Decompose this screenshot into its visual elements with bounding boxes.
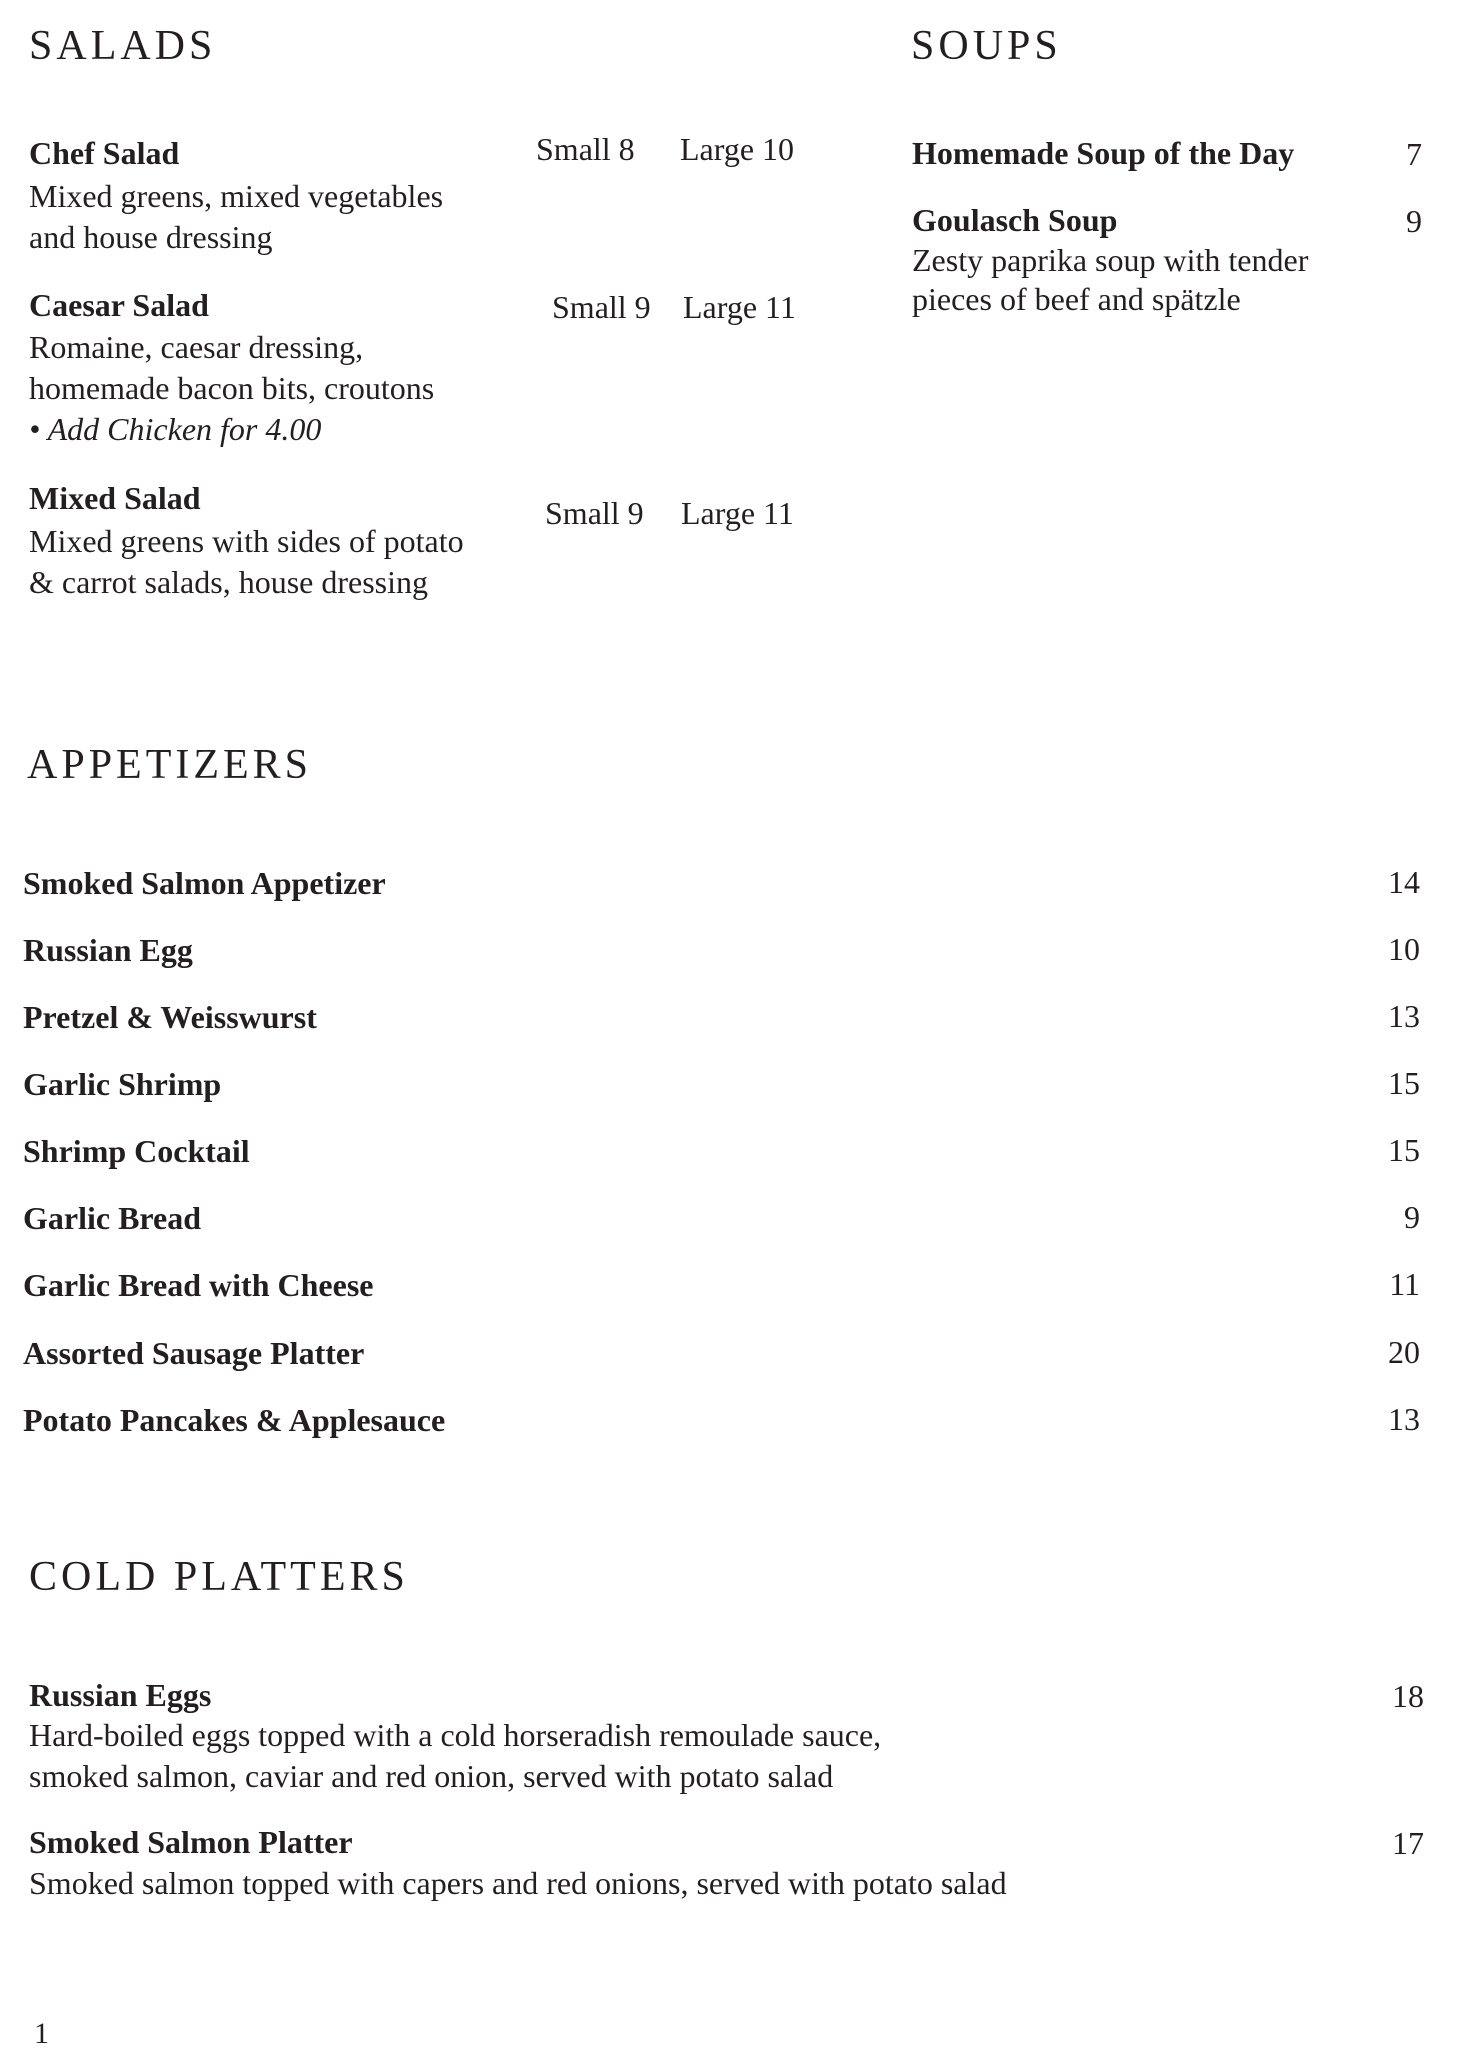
russian-eggs-price: 18 (1392, 1678, 1424, 1714)
appetizer-item-price: 15 (1388, 1132, 1420, 1168)
appetizer-item-name: Assorted Sausage Platter (23, 1335, 365, 1371)
goulasch-soup-name: Goulasch Soup (912, 202, 1118, 238)
mixed-salad-large-price: Large 11 (681, 495, 794, 531)
chef-salad-small-price: Small 8 (536, 131, 635, 167)
mixed-salad-small-price: Small 9 (545, 495, 644, 531)
salads-heading: SALADS (29, 23, 217, 69)
appetizers-heading: APPETIZERS (27, 742, 313, 788)
chef-salad-description: Mixed greens, mixed vegetables and house dressing (29, 178, 444, 255)
goulasch-soup-description: Zesty paprika soup with tender pieces of beef and spätzle (912, 242, 1309, 317)
chef-salad-large-price: Large 10 (680, 131, 795, 167)
appetizer-item-price: 20 (1388, 1334, 1420, 1370)
appetizer-item-name: Potato Pancakes & Applesauce (23, 1402, 446, 1438)
appetizer-item-price: 9 (1404, 1199, 1420, 1235)
appetizer-item-price: 13 (1388, 1401, 1420, 1437)
appetizer-item-name: Pretzel & Weisswurst (23, 999, 317, 1035)
page-number: 1 (34, 2017, 49, 2050)
russian-eggs-description: Hard-boiled eggs topped with a cold horseradish remoulade sauce, smoked salmon, caviar and red onion, served with potato salad (29, 1717, 882, 1794)
caesar-salad-description: Romaine, caesar dressing, homemade bacon bits, croutons • Add Chicken for 4.00 (29, 327, 434, 450)
mixed-salad-description: Mixed greens with sides of potato & carrot salads, house dressing (29, 523, 464, 600)
chef-salad-name: Chef Salad (29, 135, 180, 171)
appetizer-item-name: Garlic Bread (23, 1200, 202, 1236)
appetizer-item-name: Garlic Shrimp (23, 1066, 222, 1102)
smoked-salmon-platter-description: Smoked salmon topped with capers and red onions, served with potato salad (29, 1865, 1007, 1901)
caesar-salad-name: Caesar Salad (29, 287, 209, 323)
cold-platters-heading: COLD PLATTERS (29, 1554, 409, 1600)
mixed-salad-name: Mixed Salad (29, 480, 201, 516)
appetizer-item-price: 10 (1388, 931, 1420, 967)
appetizer-item-price: 14 (1388, 864, 1420, 900)
caesar-salad-large-price: Large 11 (683, 289, 796, 325)
goulasch-soup-price: 9 (1406, 203, 1422, 239)
appetizer-item-name: Smoked Salmon Appetizer (23, 865, 386, 901)
smoked-salmon-platter-price: 17 (1392, 1825, 1424, 1861)
caesar-salad-small-price: Small 9 (552, 289, 651, 325)
caesar-salad-note: • Add Chicken for 4.00 (29, 411, 322, 447)
russian-eggs-name: Russian Eggs (29, 1677, 212, 1713)
soup-of-the-day-price: 7 (1406, 136, 1422, 172)
appetizer-item-name: Shrimp Cocktail (23, 1133, 250, 1169)
appetizer-item-price: 13 (1388, 998, 1420, 1034)
appetizer-item-price: 11 (1389, 1266, 1420, 1302)
appetizer-item-name: Russian Egg (23, 932, 193, 968)
appetizer-item-name: Garlic Bread with Cheese (23, 1267, 374, 1303)
soup-of-the-day-name: Homemade Soup of the Day (912, 135, 1295, 171)
appetizer-item-price: 15 (1388, 1065, 1420, 1101)
smoked-salmon-platter-name: Smoked Salmon Platter (29, 1824, 353, 1860)
soups-heading: SOUPS (911, 23, 1062, 69)
